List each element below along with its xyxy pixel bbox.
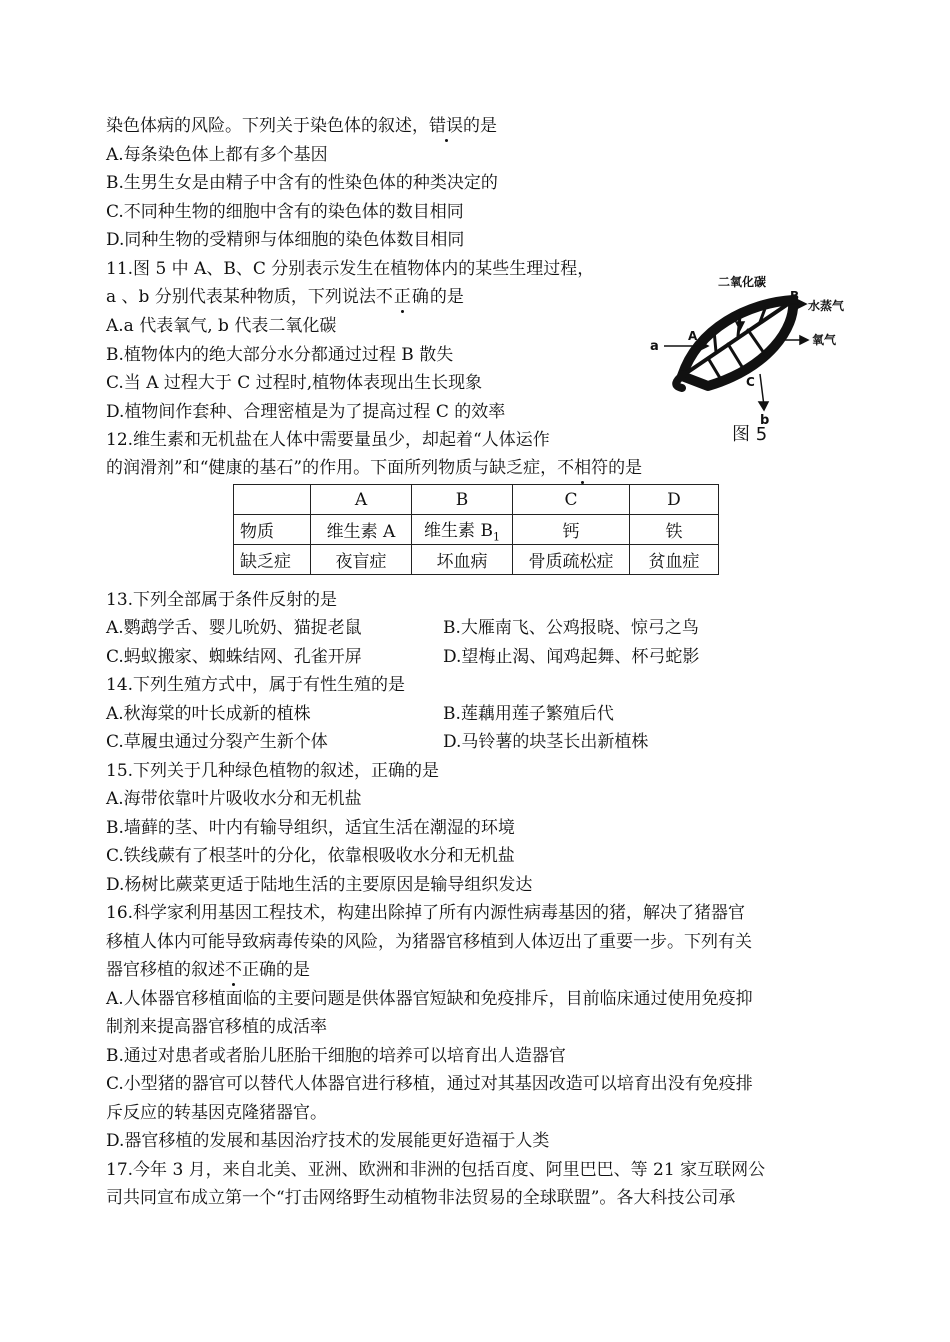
table-cell: [234, 485, 311, 515]
option-a: A.人体器官移植面临的主要问题是供体器官短缺和免疫排斥，目前临床通过使用免疫抑: [106, 989, 753, 1009]
question-14: 14.下列生殖方式中，属于有性生殖的是: [106, 675, 406, 695]
option-a: A.a 代表氧气, b 代表二氧化碳: [106, 316, 337, 336]
substance-b-label: b: [760, 413, 770, 428]
question-17: 17.今年 3 月，来自北美、亚洲、欧洲和非洲的包括百度、阿里巴巴、等 21 家互联网公: [106, 1160, 766, 1180]
option-c: C.小型猪的器官可以替代人体器官进行移植，通过对其基因改造可以培育出没有免疫排: [106, 1074, 753, 1094]
table-cell: 维生素 $B_1$: [412, 515, 513, 545]
option-a: A.海带依靠叶片吸收水分和无机盐: [106, 789, 362, 809]
option-d: D.杨树比蕨菜更适于陆地生活的主要原因是输导组织发达: [106, 875, 533, 895]
question-17-cont: 司共同宣布成立第一个“打击网络野生动植物非法贸易的全球联盟”。各大科技公司承: [106, 1188, 736, 1208]
option-b: B.植物体内的绝大部分水分都通过过程 B 散失: [106, 345, 454, 365]
table-cell: 骨质疏松症: [513, 545, 630, 575]
emphasis-text: 不相符: [557, 458, 609, 478]
table-cell: 坏血病: [412, 545, 513, 575]
process-c-label: C: [746, 375, 755, 389]
table-row: [234, 545, 719, 575]
figure-caption: 图 5: [732, 424, 768, 445]
table-cell: B: [412, 485, 513, 515]
table-cell: 贫血症: [630, 545, 719, 575]
co2-label: 二氧化碳: [718, 275, 767, 289]
option-row: C.草履虫通过分裂产生新个体: [106, 732, 328, 752]
process-b-label: B: [790, 289, 800, 303]
process-a-label: A: [688, 329, 698, 343]
question-15: 15.下列关于几种绿色植物的叙述，正确的是: [106, 761, 440, 781]
question-13: 13.下列全部属于条件反射的是: [106, 590, 338, 610]
table-cell: C: [513, 485, 630, 515]
option-row-right: B.大雁南飞、公鸡报晓、惊弓之鸟: [443, 618, 699, 638]
option-d: D.器官移植的发展和基因治疗技术的发展能更好造福于人类: [106, 1131, 550, 1151]
question-16-cont: 器官移植的叙述不正确的是: [106, 960, 310, 980]
table-cell: 物质: [234, 515, 311, 545]
question-16: 16.科学家利用基因工程技术，构建出除掉了所有内源性病毒基因的猪，解决了猪器官: [106, 903, 746, 923]
table-cell: D: [630, 485, 719, 515]
table-cell: 维生素 A: [311, 515, 412, 545]
emphasis-text: 不: [225, 960, 242, 980]
option-b: B.墙藓的茎、叶内有输导组织，适宜生活在潮湿的环境: [106, 818, 515, 838]
question-11: 11.图 5 中 A、B、C 分别表示发生在植物体内的某些生理过程，: [106, 259, 595, 279]
table-cell: 夜盲症: [311, 545, 412, 575]
option-row: A.秋海棠的叶长成新的植株: [106, 704, 311, 724]
table-row: [234, 515, 719, 545]
option-b: B.通过对患者或者胎儿胚胎干细胞的培养可以培育出人造器官: [106, 1046, 566, 1066]
option-row-right: B.莲藕用莲子繁殖后代: [443, 704, 614, 724]
leaf-diagram: [648, 268, 860, 446]
option-b: B.生男生女是由精子中含有的性染色体的种类决定的: [106, 173, 498, 193]
option-a-cont: 制剂来提高器官移植的成活率: [106, 1017, 327, 1037]
table-cell: 铁: [630, 515, 719, 545]
text-line: 染色体病的风险。下列关于染色体的叙述，错误的是: [106, 116, 497, 136]
substance-a-label: a: [650, 339, 659, 354]
option-d: D.植物间作套种、合理密植是为了提高过程 C 的效率: [106, 402, 506, 422]
option-c-cont: 斥反应的转基因克隆猪器官。: [106, 1103, 327, 1123]
water-vapor-label: 水蒸气: [808, 299, 845, 313]
option-d: D.同种生物的受精卵与体细胞的染色体数目相同: [106, 230, 465, 250]
option-a: A.每条染色体上都有多个基因: [106, 145, 328, 165]
question-11-cont: a 、b 分别代表某种物质，下列说法不正确的是: [106, 287, 464, 307]
question-12-cont: 的润滑剂”和“健康的基石”的作用。下面所列物质与缺乏症，不相符的是: [106, 458, 643, 478]
emphasis-text: 不正确: [375, 287, 430, 307]
option-row: C.蚂蚁搬家、蜘蛛结网、孔雀开屏: [106, 647, 362, 667]
table-cell: A: [311, 485, 412, 515]
oxygen-label: 氧气: [812, 333, 837, 347]
option-row-right: D.马铃薯的块茎长出新植株: [443, 732, 649, 752]
table-cell: 钙: [513, 515, 630, 545]
question-16-cont: 移植人体内可能导致病毒传染的风险，为猪器官移植到人体迈出了重要一步。下列有关: [106, 932, 752, 952]
question-12: 12.维生素和无机盐在人体中需要量虽少，却起着“人体运作: [106, 430, 550, 450]
option-c: C.不同种生物的细胞中含有的染色体的数目相同: [106, 202, 464, 222]
vitamin-table: [233, 484, 719, 575]
option-row: A.鹦鹉学舌、婴儿吮奶、猫捉老鼠: [106, 618, 362, 638]
option-c: C.铁线蕨有了根茎叶的分化，依靠根吸收水分和无机盐: [106, 846, 515, 866]
leaf-icon: [676, 300, 793, 388]
table-row: [234, 485, 719, 515]
option-row-right: D.望梅止渴、闻鸡起舞、杯弓蛇影: [443, 647, 700, 667]
table-cell: 缺乏症: [234, 545, 311, 575]
option-c: C.当 A 过程大于 C 过程时,植物体表现出生长现象: [106, 373, 483, 393]
emphasis-text: 错误: [429, 116, 463, 136]
